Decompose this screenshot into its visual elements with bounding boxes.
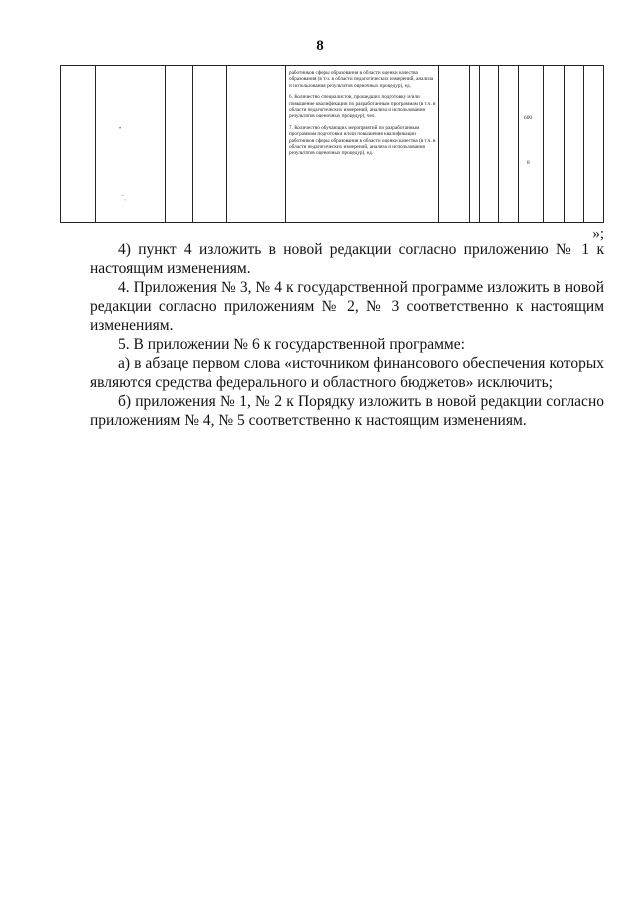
paragraph: 4) пункт 4 изложить в новой редакции согласно приложению № 1 к настоящим изменениям.	[90, 241, 604, 277]
scan-speck: •	[119, 126, 122, 132]
document-body	[90, 240, 604, 430]
table-column-divider	[583, 66, 584, 222]
table-column-divider	[518, 66, 519, 222]
table-column-divider	[564, 66, 565, 222]
indicator-value: 600	[524, 115, 533, 121]
closing-quote: »;	[592, 226, 604, 242]
table-column-divider	[543, 66, 544, 222]
table-column-divider	[479, 66, 480, 222]
table-column-divider	[192, 66, 193, 222]
paragraph: 4. Приложения № 3, № 4 к государственной программе изложить в новой редакции согласно приложениям № 2, № 3 соответственно к настоящим изменениям.	[90, 279, 604, 334]
paragraph: а) в абзаце первом слова «источником финансового обеспечения которых являются средства федерального и областного бюджетов» исключить;	[90, 355, 604, 391]
indicator-row-text: 6. Количество специалистов, прошедших подготовку и/или повышение квалификации по разработанным программам (в т.ч. в области педагогических измерений, анализа и использования результатов оценочных процедур), чел.	[289, 94, 436, 120]
indicator-value: 8	[527, 160, 530, 166]
table-column-divider	[438, 66, 439, 222]
paragraph: 5. В приложении № 6 к государственной программе:	[118, 336, 465, 353]
paragraph: б) приложения № 1, № 2 к Порядку изложить в новой редакции согласно приложениям № 4, № 5 соответственно к настоящим изменениям.	[90, 393, 604, 429]
indicator-row-text: работников сферы образования в области оценки качества образования (в т.ч. в области педагогических измерений, анализа и использования результатов оценочных процедур), ед.	[289, 70, 434, 89]
table-column-divider	[165, 66, 166, 222]
table-column-divider	[469, 66, 470, 222]
table-column-divider	[498, 66, 499, 222]
indicator-text-cell	[289, 70, 437, 162]
page-number: 8	[316, 38, 324, 54]
scan-speck: ⁻ˎ	[121, 195, 127, 201]
table-column-divider	[226, 66, 227, 222]
table-column-divider	[285, 66, 286, 222]
indicators-table-fragment	[60, 65, 604, 223]
table-column-divider	[95, 66, 96, 222]
indicator-row-text: 7. Количество обучающих мероприятий по разработанным программам подготовки и/или повышения квалификации работников сферы образования в области оценки качества (в т.ч. в области педагогических измерений, анализа и использования результатов оценочных процедур), ед.	[289, 124, 436, 157]
